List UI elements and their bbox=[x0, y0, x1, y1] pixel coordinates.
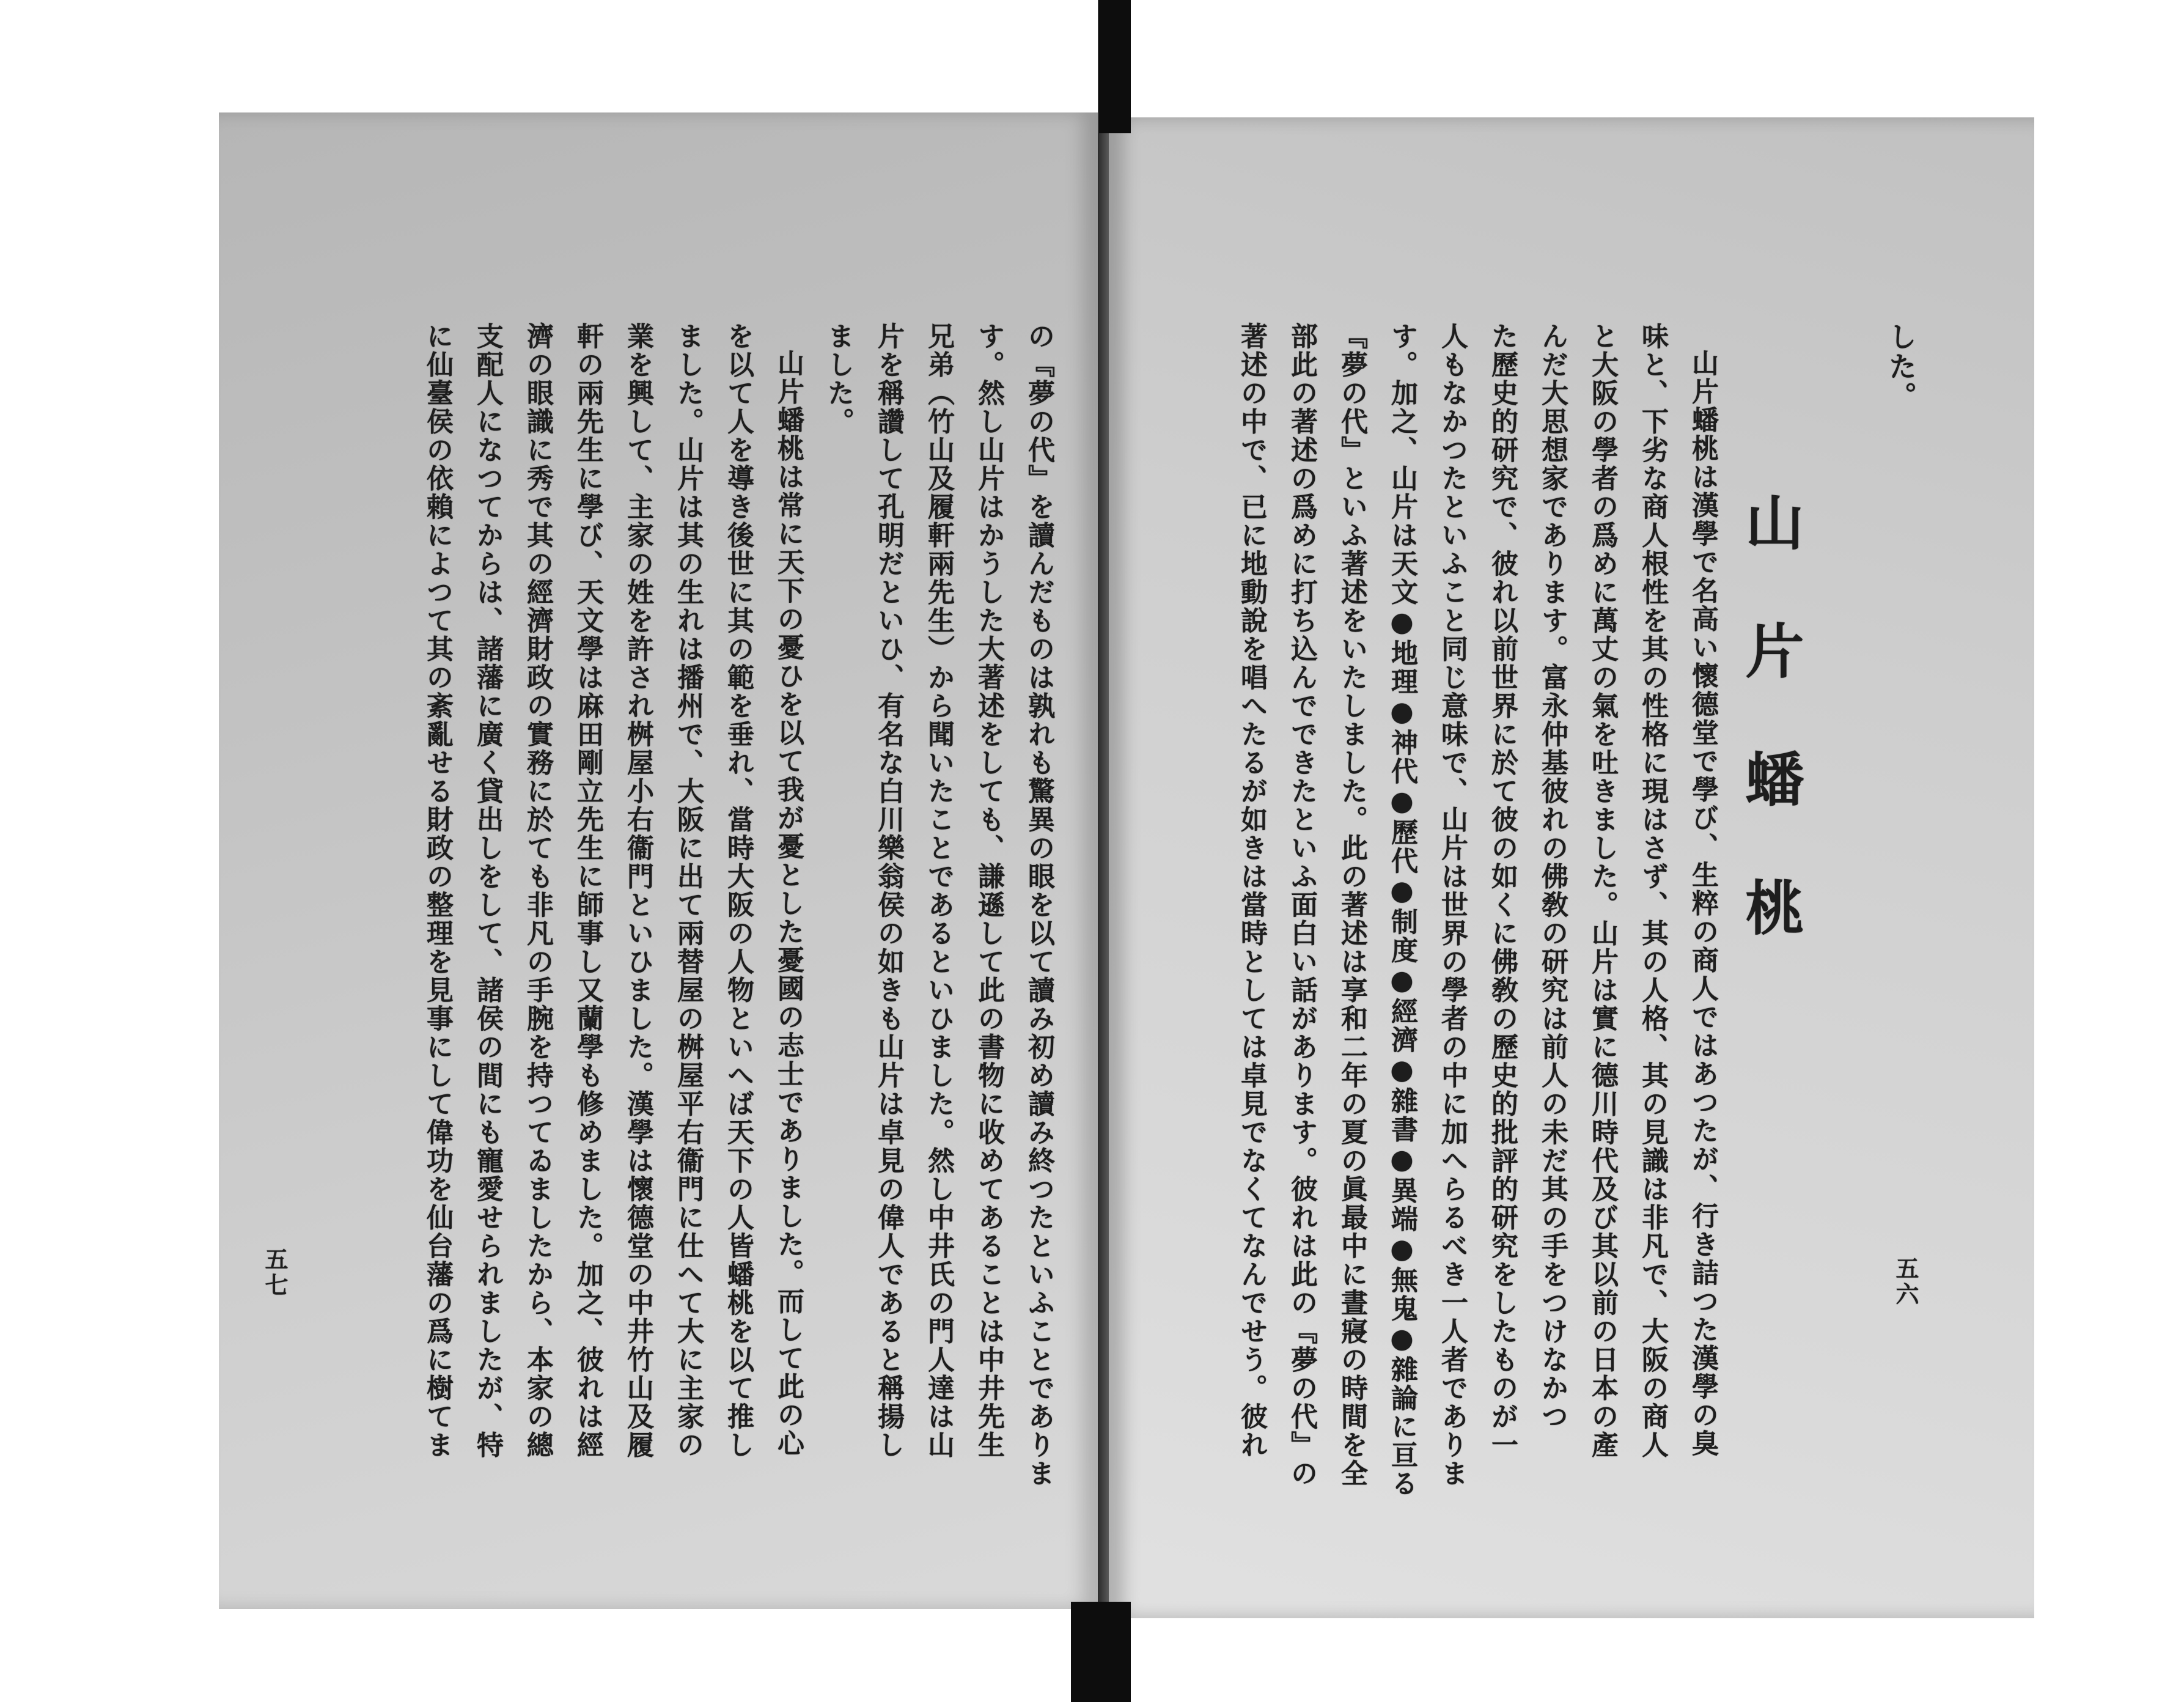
right-page-body bbox=[1226, 322, 1727, 1533]
text-column: 軒の兩先生に學び、天文學は麻田剛立先生に師事し又蘭學も修めました。加之、彼れは經 bbox=[572, 322, 603, 1459]
text-column: 濟の眼識に秀で其の經濟財政の實務に於ても非凡の手腕を持つてゐましたから、本家の總 bbox=[522, 322, 553, 1459]
text-column: を以て人を導き後世に其の範を垂れ、當時大阪の人物といへば天下の人皆蟠桃を以て推し bbox=[722, 322, 754, 1459]
text-column: 山片蟠桃は漢學で名高い懷德堂で學び、生粹の商人ではあつたが、行き詰つた漢學の臭 bbox=[1687, 349, 1718, 1458]
carryover-line: した。 bbox=[1884, 322, 1917, 411]
text-column: 支配人になつてからは、諸藩に廣く貸出しをして、諸侯の間にも寵愛せられましたが、特 bbox=[472, 322, 503, 1459]
text-column: 著述の中で、已に地動說を唱へたるが如きは當時としては卓見でなくてなんでせう。彼れ bbox=[1236, 322, 1267, 1459]
spine-bottom-shadow bbox=[1071, 1602, 1131, 1702]
spine-top-shadow bbox=[1099, 0, 1131, 133]
text-column: 『夢の代』といふ著述をいたしました。此の著述は享和二年の夏の眞最中に晝寢の時間を全 bbox=[1336, 322, 1367, 1488]
left-page-body bbox=[412, 322, 1064, 1533]
text-column: の『夢の代』を讀んだものは孰れも驚異の眼を以て讀み初め讀み終つたといふことでありま bbox=[1023, 322, 1054, 1488]
text-column: す。然し山片はかうした大著述をしても、謙遜して此の書物に收めてあることは中井先生 bbox=[973, 322, 1004, 1459]
text-column: 部此の著述の爲めに打ち込んでできたといふ面白い話があります。彼れは此の『夢の代』の bbox=[1286, 322, 1317, 1488]
text-column: 業を興して、主家の姓を許され桝屋小右衞門といひました。漢學は懷德堂の中井竹山及履 bbox=[622, 322, 653, 1459]
text-column: 兄弟（竹山及履軒兩先生）から聞いたことであるといひました。然し中井氏の門人達は山 bbox=[923, 322, 954, 1459]
text-column: に仙臺侯の依賴によつて其の紊亂せる財政の整理を見事にして偉功を仙台藩の爲に樹てま bbox=[422, 322, 453, 1459]
text-column: す。加之、山片は天文●地理●神代●歷代●制度●經濟●雜書●異端●無鬼●雜論に亘る bbox=[1386, 322, 1417, 1498]
text-column: 人もなかつたといふこと同じ意味で、山片は世界の學者の中に加へらるべき一人者でありま bbox=[1436, 322, 1468, 1488]
book-spine bbox=[1098, 0, 1109, 1702]
text-column: ました。山片は其の生れは播州で、大阪に出て兩替屋の桝屋平右衞門に仕へて大に主家の bbox=[672, 322, 704, 1459]
chapter-title: 山片蟠桃 bbox=[1736, 492, 1805, 1006]
text-column: 山片蟠桃は常に天下の憂ひを以て我が憂とした憂國の志士でありました。而して此の心 bbox=[773, 349, 804, 1458]
text-column: んだ大思想家であります。富永仲基彼れの佛敎の研究は前人の未だ其の手をつけなかつ bbox=[1537, 322, 1568, 1431]
text-column: 片を稱讚して孔明だといひ、有名な白川樂翁侯の如きも山片は卓見の偉人であると稱揚し bbox=[873, 322, 904, 1459]
text-column: と大阪の學者の爲めに萬丈の氣を吐きました。山片は實に德川時代及び其以前の日本の產 bbox=[1587, 322, 1618, 1459]
text-column: 味と、下劣な商人根性を其の性格に現はさず、其の人格、其の見識は非凡で、大阪の商人 bbox=[1637, 322, 1668, 1459]
page-number: 五七 bbox=[261, 1247, 289, 1299]
text-column: ました。 bbox=[823, 322, 854, 436]
text-column: た歷史的研究で、彼れ以前世界に於て彼の如くに佛敎の歷史的批評的研究をしたものが一 bbox=[1487, 322, 1518, 1459]
page-number: 五六 bbox=[1892, 1256, 1919, 1308]
